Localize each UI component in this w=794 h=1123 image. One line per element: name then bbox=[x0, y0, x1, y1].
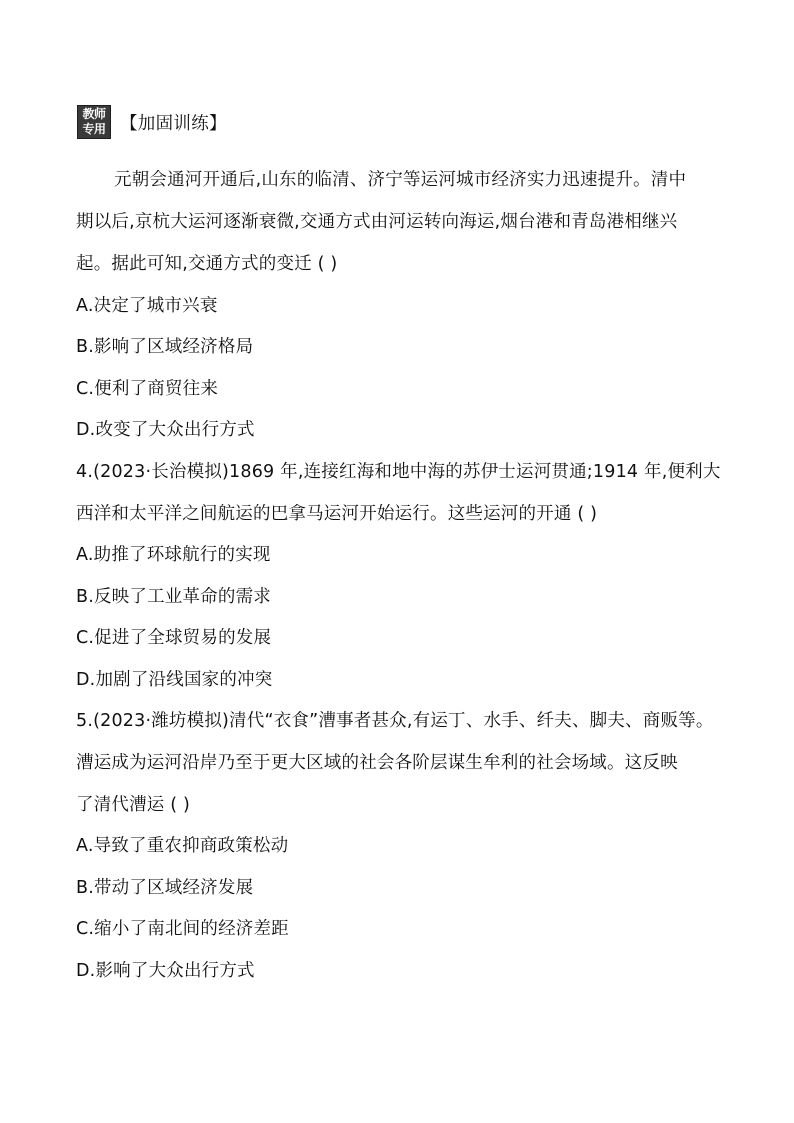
q3-option-a: A.决定了城市兴衰 bbox=[76, 296, 218, 316]
q5-option-b: B.带动了区域经济发展 bbox=[76, 878, 254, 898]
q4-option-d: D.加剧了沿线国家的冲突 bbox=[76, 670, 273, 690]
section-header bbox=[77, 104, 227, 140]
q4-option-a: A.助推了环球航行的实现 bbox=[76, 545, 271, 565]
q4-option-c: C.促进了全球贸易的发展 bbox=[76, 628, 272, 648]
q5-option-c: C.缩小了南北间的经济差距 bbox=[76, 919, 289, 939]
badge-line-2: 专用 bbox=[82, 122, 106, 136]
q3-stem-line-2: 期以后,京杭大运河逐渐衰微,交通方式由河运转向海运,烟台港和青岛港相继兴 bbox=[76, 212, 678, 232]
teacher-only-badge bbox=[77, 105, 111, 139]
q5-stem-line-3: 了清代漕运 ( ) bbox=[76, 795, 191, 815]
section-title: 【加固训练】 bbox=[120, 113, 227, 134]
q5-stem-line-2: 漕运成为运河沿岸乃至于更大区域的社会各阶层谋生牟利的社会场域。这反映 bbox=[76, 753, 678, 773]
q3-stem-line-3: 起。据此可知,交通方式的变迁 ( ) bbox=[76, 254, 338, 274]
badge-line-1: 教师 bbox=[82, 107, 106, 121]
q4-stem-line-2: 西洋和太平洋之间航运的巴拿马运河开始运行。这些运河的开通 ( ) bbox=[76, 504, 598, 524]
q5-option-d: D.影响了大众出行方式 bbox=[76, 961, 255, 981]
q4-option-b: B.反映了工业革命的需求 bbox=[76, 587, 271, 607]
q5-stem-line-1: 5.(2023·潍坊模拟)清代“衣食”漕事者甚众,有运丁、水手、纤夫、脚夫、商贩等。 bbox=[76, 711, 714, 731]
q4-stem-line-1: 4.(2023·长治模拟)1869 年,连接红海和地中海的苏伊士运河贯通;1914 年,便利大 bbox=[76, 462, 721, 482]
q3-option-b: B.影响了区域经济格局 bbox=[76, 337, 254, 357]
q3-option-d: D.改变了大众出行方式 bbox=[76, 420, 255, 440]
q3-stem-line-1: 元朝会通河开通后,山东的临清、济宁等运河城市经济实力迅速提升。清中 bbox=[114, 170, 687, 190]
q5-option-a: A.导致了重农抑商政策松动 bbox=[76, 836, 289, 856]
q3-option-c: C.便利了商贸往来 bbox=[76, 379, 219, 399]
